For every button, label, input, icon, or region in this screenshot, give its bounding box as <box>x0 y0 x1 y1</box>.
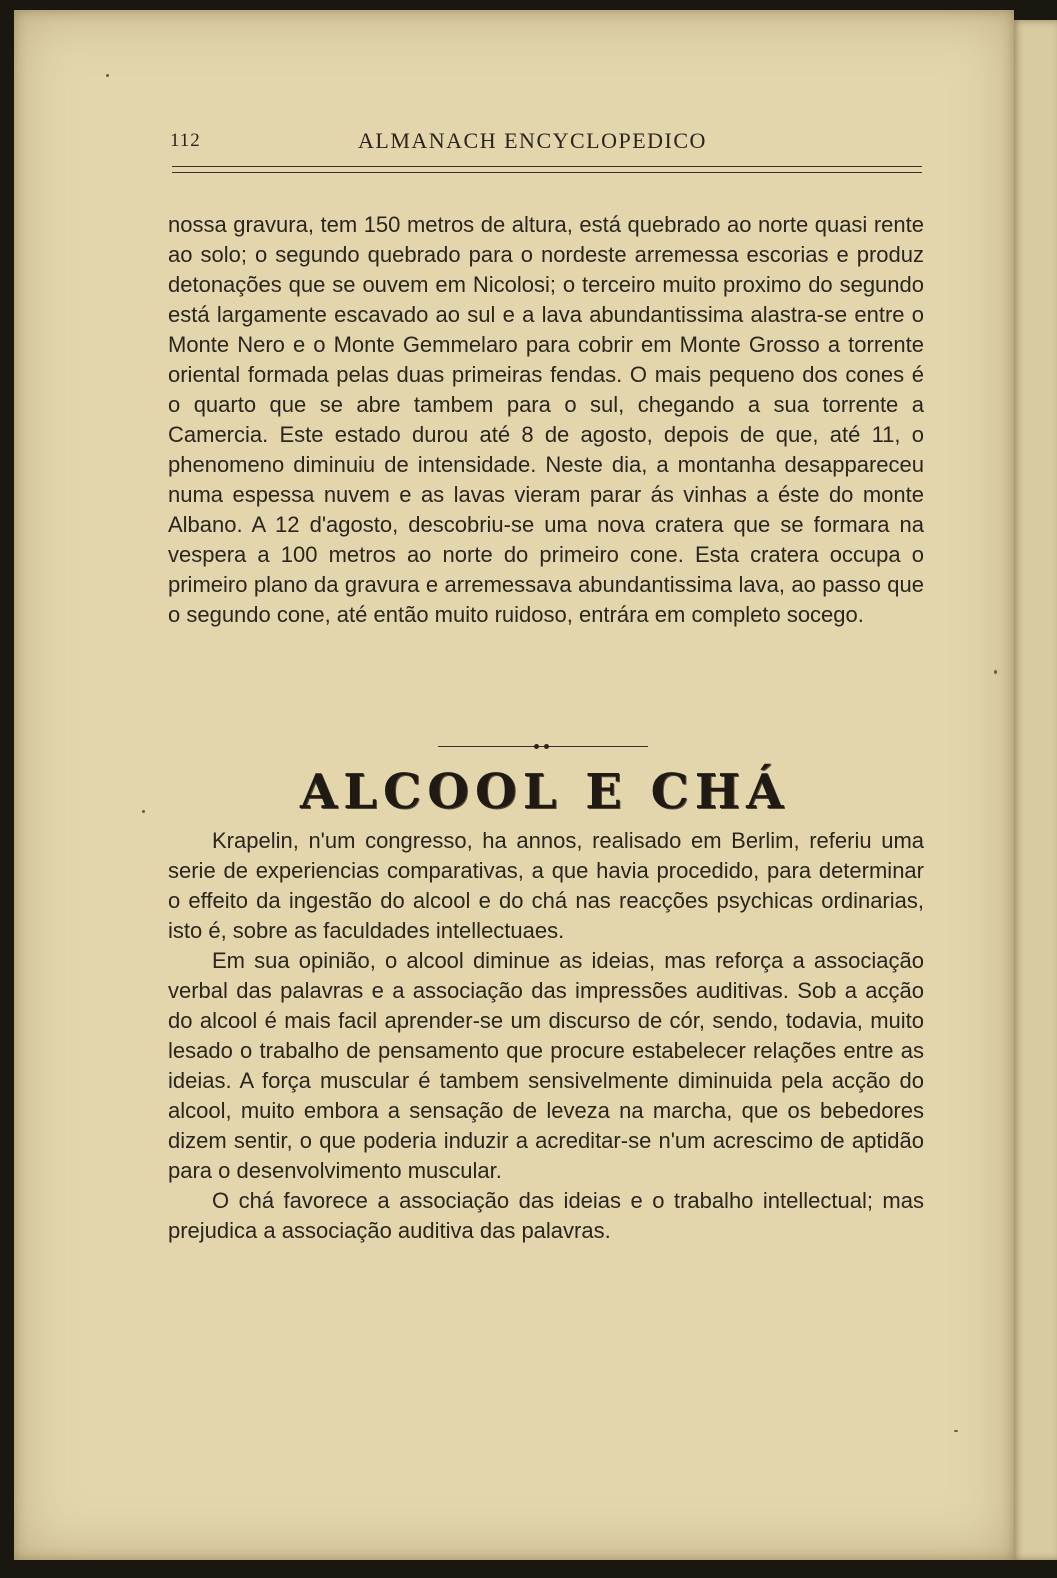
paper-speck <box>142 810 145 813</box>
paper-speck <box>994 670 997 674</box>
continuation-paragraph <box>168 210 924 630</box>
header-double-rule <box>172 166 922 173</box>
divider-line <box>438 746 648 747</box>
paper-speck <box>106 74 109 77</box>
article-paragraph: Em sua opinião, o alcool diminue as ideias, mas reforça a associação verbal das palavras e a associação das impressões auditivas. Sob a acção do alcool é mais facil aprender-se um discurso de cór, sendo, todavia, muito lesado o trabalho de pensamento que procure estabelecer relações entre as ideias. A força muscular é tambem sensivelmente diminuida pela acção do alcool, muito embora a sensação de leveza na marcha, que os bebedores dizem sentir, o que poderia induzir a acreditar-se n'um acrescimo de aptidão para o desenvolvimento muscular. <box>168 948 924 1183</box>
article-body <box>168 826 924 1246</box>
running-title: ALMANACH ENCYCLOPEDICO <box>358 128 707 153</box>
article-title: ALCOOL E CHÁ <box>300 764 790 820</box>
paper-speck <box>954 1430 958 1432</box>
continuation-text: nossa gravura, tem 150 metros de altura, está quebrado ao norte quasi rente ao solo; o segundo quebrado para o nordeste arremessa escorias e produz detonações que se ouvem em Nicolosi; o terceiro muito proximo do segundo está largamente escavado ao sul e a lava abundantissima alastra-se entre o Monte Nero e o Monte Gemmelaro para cobrir em Monte Grosso a torrente oriental formada pelas duas primeiras fendas. O mais pequeno dos cones é o quarto que se abre tambem para o sul, chegando a sua torrente a Camercia. Este estado durou até 8 de agosto, depois de que, até 11, o phenomeno diminuiu de intensidade. Neste dia, a montanha desappareceu numa espessa nuvem e as lavas vieram parar ás vinhas a éste do monte Albano. A 12 d'agosto, descobriu-se uma nova cratera que se formara na vespera a 100 metros ao norte do primeiro cone. Esta cratera occupa o primeiro plano da gravura e arremessava abundantissima lava, ao passo que o segundo cone, até então muito ruidoso, entrára em completo socego. <box>168 212 924 627</box>
divider-dot <box>544 744 549 749</box>
article-paragraph: O chá favorece a associação das ideias e o trabalho intellectual; mas prejudica a associação auditiva das palavras. <box>168 1188 924 1243</box>
facing-page-edge <box>1012 20 1057 1560</box>
section-divider <box>438 743 648 751</box>
article-paragraph: Krapelin, n'um congresso, ha annos, realisado em Berlim, referiu uma serie de experiencias comparativas, a que havia procedido, para determinar o effeito da ingestão do alcool e do chá nas reacções psychicas ordinarias, isto é, sobre as faculdades intellectuaes. <box>168 828 924 943</box>
running-head <box>140 126 930 160</box>
divider-dot <box>534 744 539 749</box>
page-number: 112 <box>170 130 201 151</box>
